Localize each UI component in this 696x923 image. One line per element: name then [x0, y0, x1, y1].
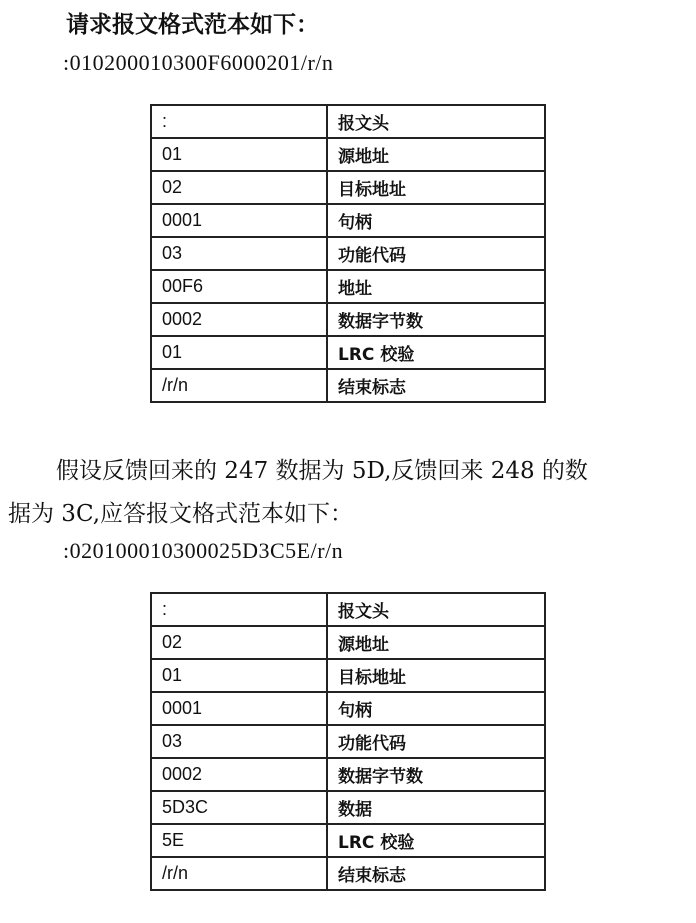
field-description: 目标地址: [327, 659, 545, 692]
field-code: 0001: [151, 204, 327, 237]
field-code: :: [151, 105, 327, 138]
table-row: [151, 857, 545, 890]
field-code: 02: [151, 171, 327, 204]
field-code: 5E: [151, 824, 327, 857]
field-description: 报文头: [327, 105, 545, 138]
field-code: 0002: [151, 303, 327, 336]
field-code: /r/n: [151, 857, 327, 890]
field-code: 03: [151, 725, 327, 758]
response-paragraph-line-1: [8, 452, 588, 485]
table-row: [151, 336, 545, 369]
field-description: 报文头: [327, 593, 545, 626]
field-code: 03: [151, 237, 327, 270]
table-row: [151, 237, 545, 270]
field-code: 0002: [151, 758, 327, 791]
table-row: [151, 303, 545, 336]
table-row: [151, 824, 545, 857]
response-frame-example: :020100010300025D3C5E/r/n: [63, 538, 344, 563]
field-code: 01: [151, 138, 327, 171]
field-code: /r/n: [151, 369, 327, 402]
field-code: 00F6: [151, 270, 327, 303]
table-row: [151, 626, 545, 659]
table-row: [151, 791, 545, 824]
table-row: [151, 369, 545, 402]
field-code: 01: [151, 336, 327, 369]
field-code: 5D3C: [151, 791, 327, 824]
field-code: 02: [151, 626, 327, 659]
field-code: 01: [151, 659, 327, 692]
table-row: [151, 758, 545, 791]
request-heading: 请求报文格式范本如下：: [66, 12, 319, 38]
field-description: 功能代码: [327, 237, 545, 270]
table-row: [151, 593, 545, 626]
table-row: [151, 692, 545, 725]
field-description: 结束标志: [327, 857, 545, 890]
field-description: 句柄: [327, 692, 545, 725]
field-description: 目标地址: [327, 171, 545, 204]
field-description: 功能代码: [327, 725, 545, 758]
field-description: LRC 校验: [327, 824, 545, 857]
request-frame-example: :010200010300F6000201/r/n: [63, 50, 334, 75]
response-paragraph-line-2: 据为 3C,应答报文格式范本如下：: [8, 501, 354, 527]
field-description: 结束标志: [327, 369, 545, 402]
field-code: 0001: [151, 692, 327, 725]
table-row: [151, 725, 545, 758]
table-row: [151, 204, 545, 237]
table-row: [151, 270, 545, 303]
table-row: [151, 138, 545, 171]
field-description: 句柄: [327, 204, 545, 237]
field-description: 数据: [327, 791, 545, 824]
table-row: [151, 105, 545, 138]
request-frame-table: [150, 104, 546, 403]
table-row: [151, 171, 545, 204]
response-frame-table: [150, 592, 546, 891]
table-row: [151, 659, 545, 692]
field-description: 数据字节数: [327, 303, 545, 336]
field-code: :: [151, 593, 327, 626]
field-description: 地址: [327, 270, 545, 303]
field-description: 数据字节数: [327, 758, 545, 791]
field-description: 源地址: [327, 626, 545, 659]
field-description: 源地址: [327, 138, 545, 171]
field-description: LRC 校验: [327, 336, 545, 369]
response-paragraph-text: 假设反馈回来的 247 数据为 5D,反馈回来 248 的数: [56, 458, 588, 484]
